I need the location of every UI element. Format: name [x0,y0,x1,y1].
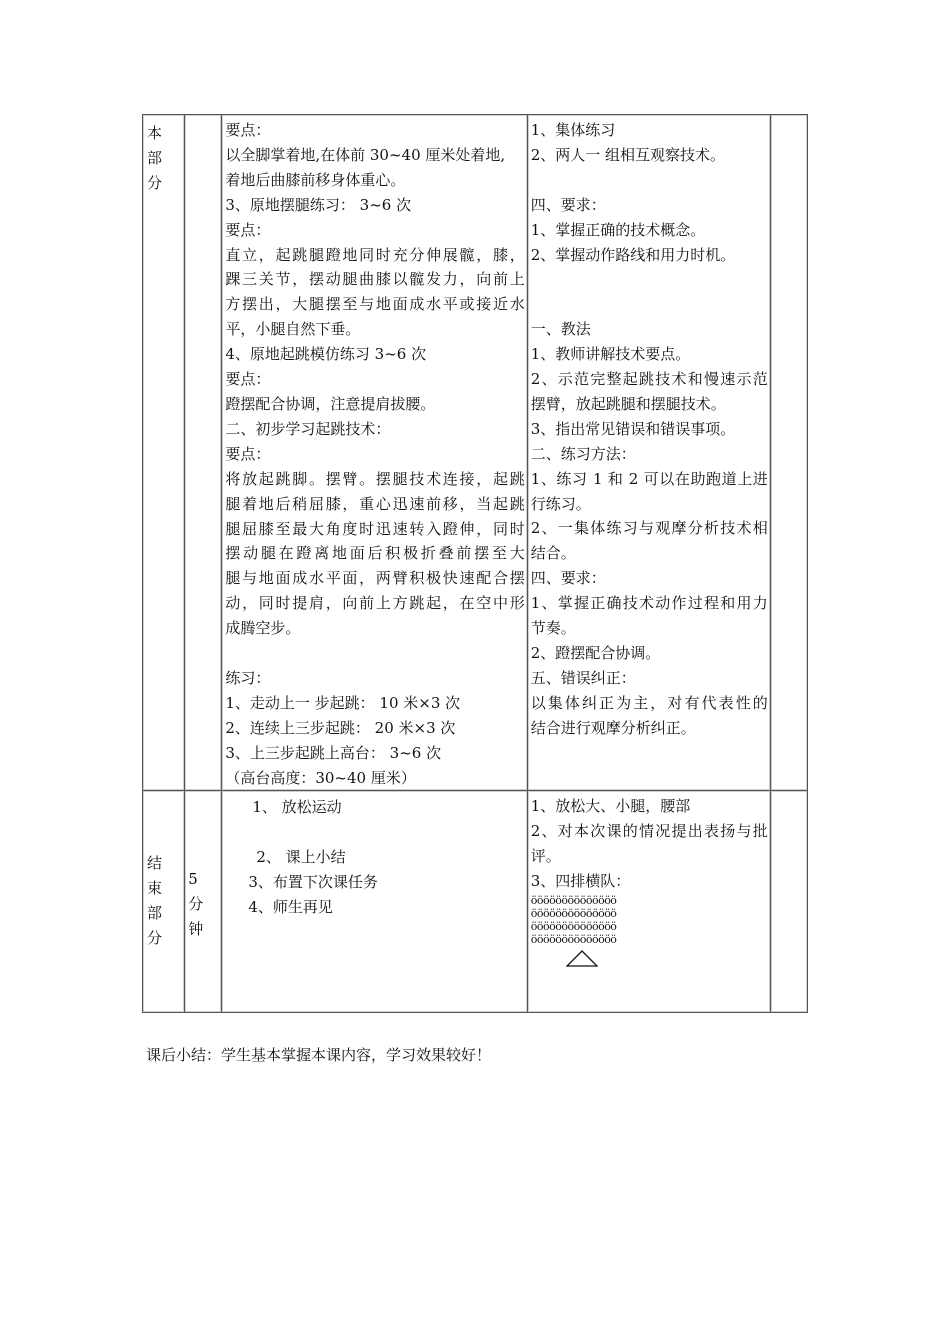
duration-char: 钟 [188,920,204,939]
method-line: 行练习。 [530,494,591,513]
content-line: 要点： [225,444,271,463]
content-line: 将放起跳脚。摆臂。摆腿技术连接，起跳 [225,469,525,488]
content-line: 方摆出，大腿摆至与地面成水平或接近水 [225,295,525,314]
content-line: 蹬摆配合协调，注意提肩拔腰。 [225,394,436,413]
method-line: 节奏。 [530,619,576,638]
content-line: 3、布置下次课任务 [248,873,378,892]
method-line [531,168,768,193]
method-line [531,267,768,292]
formation-diagram [528,894,770,946]
content-line: 着地后曲膝前移身体重心。 [225,170,406,189]
method-line: 结合进行观摩分析纠正。 [530,718,696,737]
content-line: 练习： [225,668,271,687]
end-section-notes-cell [770,791,807,1013]
content-line: 二、初步学习起跳技术： [225,419,391,438]
duration-char: 5 [188,870,198,889]
method-line: 3、指出常见错误和错误事项。 [530,419,736,438]
main-content-lines [222,115,526,790]
content-line: 1、走动上一 步起跳： 10 米×3 次 [225,693,461,712]
method-line: 1、练习 1 和 2 可以在助跑道上进 [530,469,768,488]
section-label-char: 部 [147,904,163,923]
end-section-time [185,791,221,942]
main-method-lines [528,115,770,741]
main-section-row [143,115,808,791]
content-line: 3、上三步起跳上高台： 3~6 次 [225,743,442,762]
end-content-lines [222,791,526,920]
main-section-label [143,115,184,196]
section-label-char: 部 [147,149,163,167]
method-line: 2、对本次课的情况提出表扬与批 [530,822,768,841]
method-line: 四、要求： [530,195,606,214]
content-line: 1、 放松运动 [252,798,342,817]
main-section-method-cell [527,115,770,791]
method-line: 四、要求： [530,569,606,588]
section-label-char: 本 [147,124,163,142]
post-class-summary: 课后小结：学生基本掌握本课内容，学习效果较好！ [146,1046,492,1064]
content-line: （高台高度：30~40 厘米） [225,768,416,787]
content-line: 摆动腿在蹬离地面后积极折叠前摆至大 [225,544,525,563]
content-line: 平，小腿自然下垂。 [225,320,361,339]
section-label-char: 分 [147,929,163,948]
formation-row: öööööööööööööö [530,907,617,921]
method-line: 结合。 [530,544,576,563]
method-line: 1、掌握正确技术动作过程和用力 [530,594,768,613]
duration-char: 分 [188,895,204,914]
method-line: 摆臂，放起跳腿和摆腿技术。 [530,394,726,413]
content-line: 腿屈膝至最大角度时迅速转入蹬伸，同时 [225,519,525,538]
method-line: 2、掌握动作路线和用力时机。 [530,245,736,264]
end-section-time-cell [185,791,222,1013]
section-label-char: 束 [147,879,163,898]
section-label-char: 分 [147,174,163,192]
main-section-notes-cell [770,115,807,791]
formation-row: öööööööööööööö [530,920,617,934]
end-section-content-cell [222,791,527,1013]
method-line: 1、掌握正确的技术概念。 [530,220,706,239]
content-line: 要点： [225,220,271,239]
lesson-table [142,114,808,1013]
formation-row: öööööööööööööö [530,933,617,947]
main-section-content-cell [222,115,527,791]
method-line: 1、教师讲解技术要点。 [530,345,691,364]
triangle-teacher-icon [566,950,598,968]
method-line: 1、放松大、小腿，腰部 [530,797,691,816]
main-section-time-cell [185,115,222,791]
content-line: 直立，起跳腿蹬地同时充分伸展髋，膝， [225,245,525,264]
content-line [252,820,526,845]
end-method-lines [528,791,770,894]
method-line: 一、教法 [530,320,591,339]
end-section-row [143,791,808,1013]
method-line: 2、蹬摆配合协调。 [530,643,661,662]
method-line: 2、一集体练习与观摩分析技术相 [530,519,768,538]
method-line: 1、集体练习 [530,121,616,139]
content-line: 3、原地摆腿练习： 3~6 次 [225,195,412,214]
content-line: 2、 课上小结 [256,848,346,867]
section-label-char: 结 [147,854,163,873]
content-line: 2、连续上三步起跳： 20 米×3 次 [225,718,456,737]
method-line: 二、练习方法： [530,444,636,463]
end-section-label-cell [143,791,185,1013]
method-line: 2、示范完整起跳技术和慢速示范 [530,370,768,389]
formation-row: öööööööööööööö [530,894,617,908]
content-line: 动，同时提肩，向前上方跳起，在空中形 [225,594,525,613]
method-line: 2、两人一 组相互观察技术。 [530,145,726,164]
end-section-method-cell [527,791,770,1013]
content-line: 4、原地起跳模仿练习 3~6 次 [225,345,427,364]
content-line: 以全脚掌着地,在体前 30~40 厘米处着地, [225,145,506,164]
content-line: 腿与地面成水平面，两臂积极快速配合摆 [225,569,525,588]
method-line: 3、四排横队： [530,872,631,891]
method-line: 以集体纠正为主，对有代表性的 [530,693,768,712]
content-line: 成腾空步。 [225,619,301,638]
content-line: 4、师生再见 [248,898,333,917]
content-line: 腿着地后稍屈膝，重心迅速前移，当起跳 [225,494,525,513]
content-line: 踝三关节，摆动腿曲膝以髋发力，向前上 [225,270,525,289]
method-line: 评。 [530,847,561,866]
method-line: 五、错误纠正： [530,668,636,687]
main-section-label-cell [143,115,185,791]
method-line [531,292,768,317]
content-line [225,641,524,666]
content-line: 要点： [225,121,271,139]
end-section-label [143,791,184,951]
content-line: 要点： [225,370,271,389]
